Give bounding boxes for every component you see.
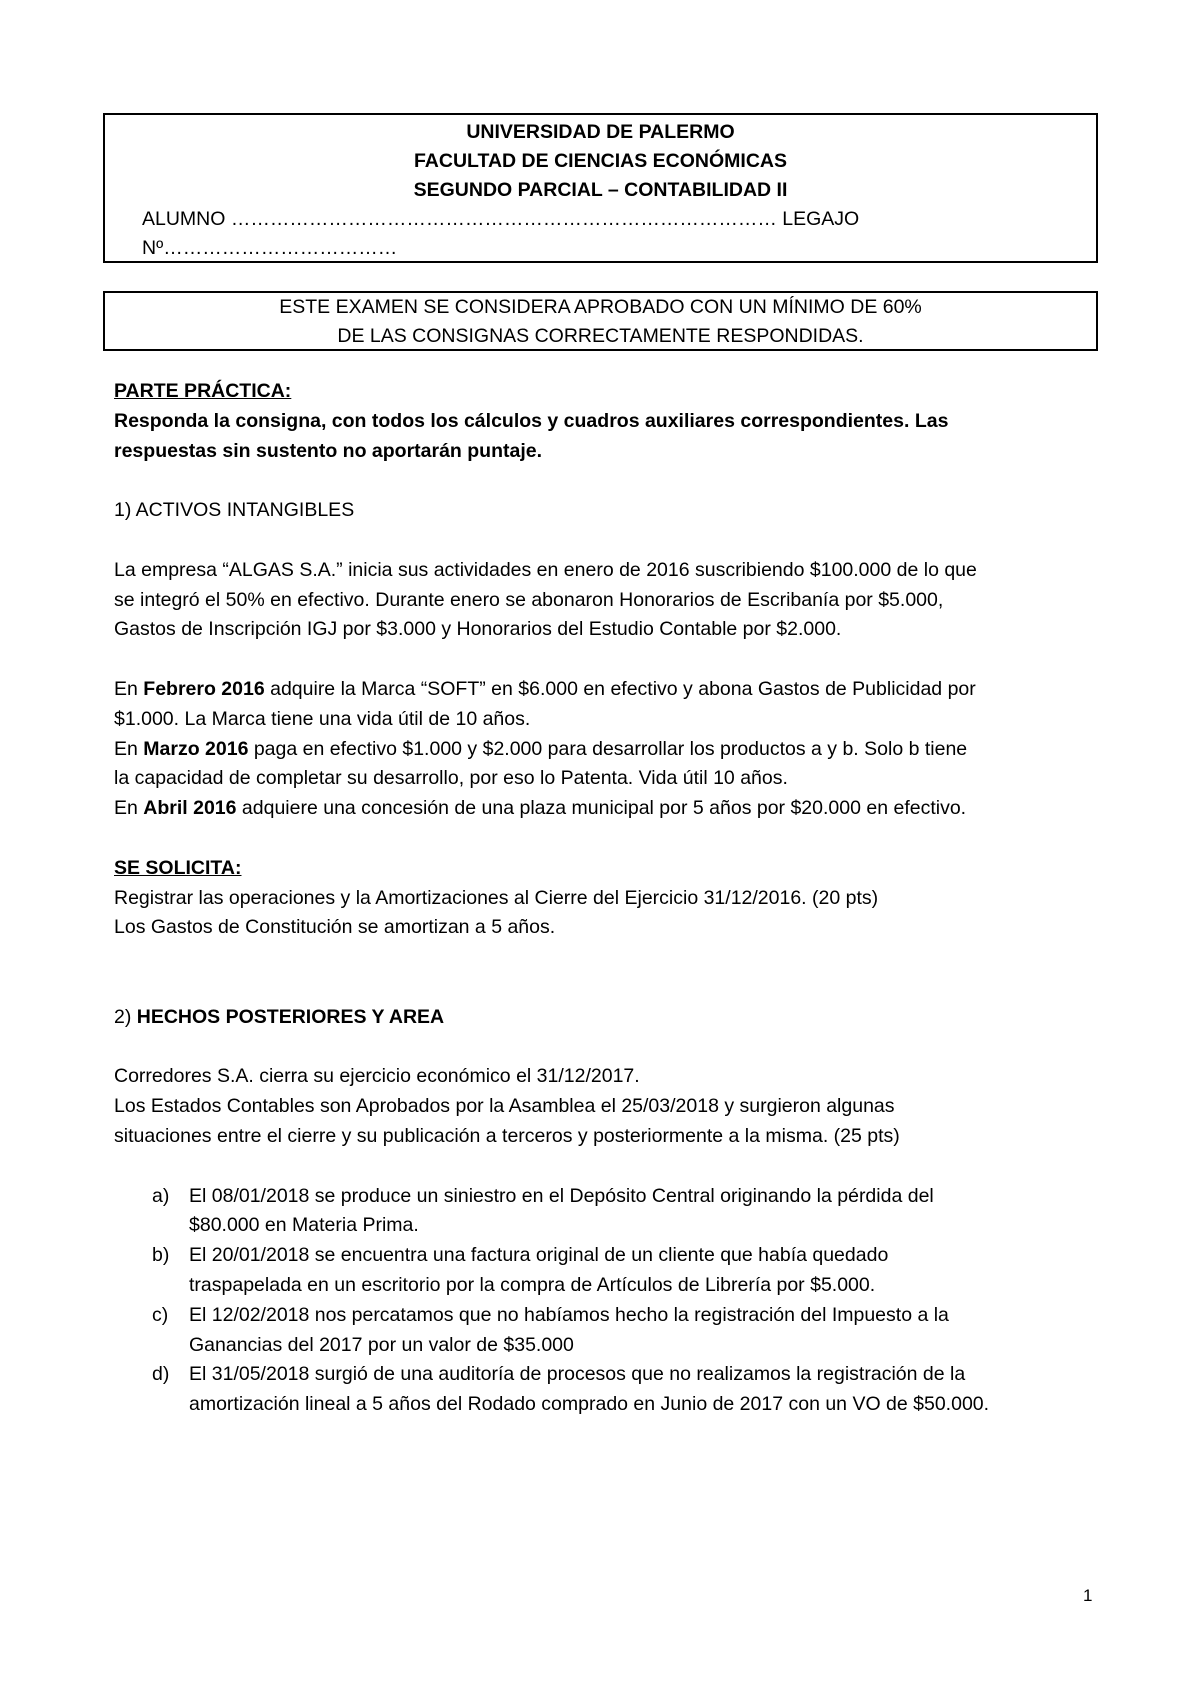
notice-line-1: ESTE EXAMEN SE CONSIDERA APROBADO CON UN MÍNIMO DE 60%: [279, 296, 922, 318]
q1-paragraph-line-1: La empresa “ALGAS S.A.” inicia sus actividades en enero de 2016 suscribiendo $100.000 de lo que: [114, 558, 977, 581]
practical-instruction-1: Responda la consigna, con todos los cálculos y cuadros auxiliares correspondientes. Las: [114, 409, 949, 432]
student-line: ALUMNO ………………………………………………………………………… LEGAJO Nº………………………………: [142, 208, 860, 259]
list-item: [114, 1360, 1104, 1420]
notice-line-2: DE LAS CONSIGNAS CORRECTAMENTE RESPONDIDAS.: [337, 325, 864, 347]
list-item-line-1: El 12/02/2018 nos percatamos que no habíamos hecho la registración del Impuesto a la: [189, 1303, 949, 1326]
q1-march-line-2: la capacidad de completar su desarrollo, por eso lo Patenta. Vida útil 10 años.: [114, 767, 788, 790]
q1-requirement-line-2: Los Gastos de Constitución se amortizan a 5 años.: [114, 916, 556, 939]
page-number: 1: [1083, 1586, 1093, 1605]
list-marker: c): [152, 1303, 169, 1326]
q1-requirement-line-1: Registrar las operaciones y la Amortizaciones al Cierre del Ejercicio 31/12/2016. (20 pts): [114, 886, 879, 909]
list-marker: a): [152, 1184, 170, 1207]
q1-april-line: En Abril 2016 adquiere una concesión de una plaza municipal por 5 años por $20.000 en efectivo.: [114, 797, 967, 820]
list-item-line-2: traspapelada en un escritorio por la compra de Artículos de Librería por $5.000.: [189, 1273, 876, 1296]
university-name: UNIVERSIDAD DE PALERMO: [466, 121, 735, 143]
q1-february-line: En Febrero 2016 adquire la Marca “SOFT” en $6.000 en efectivo y abona Gastos de Publicidad por: [114, 677, 976, 700]
list-item: [114, 1241, 1104, 1301]
list-marker: d): [152, 1363, 170, 1386]
q1-heading: 1) ACTIVOS INTANGIBLES: [114, 499, 355, 522]
list-item-line-2: $80.000 en Materia Prima.: [189, 1214, 419, 1237]
list-item-line-2: Ganancias del 2017 por un valor de $35.000: [189, 1333, 574, 1356]
q2-paragraph-2-line-1: Los Estados Contables son Aprobados por la Asamblea el 25/03/2018 y surgieron algunas: [114, 1095, 895, 1118]
list-item-line-1: El 20/01/2018 se encuentra una factura original de un cliente que había quedado: [189, 1244, 889, 1267]
notice-box: [103, 291, 1098, 351]
q1-march-line: En Marzo 2016 paga en efectivo $1.000 y $2.000 para desarrollar los productos a y b. Solo b tiene: [114, 737, 968, 760]
q2-items-list: [114, 1182, 1104, 1420]
exam-title: SEGUNDO PARCIAL – CONTABILIDAD II: [413, 179, 788, 201]
exam-content: [114, 377, 1104, 1420]
q1-paragraph-line-2: se integró el 50% en efectivo. Durante enero se abonaron Honorarios de Escribanía por $5.000,: [114, 588, 944, 611]
list-item-line-1: El 31/05/2018 surgió de una auditoría de procesos que no realizamos la registración de la: [189, 1363, 966, 1386]
q2-paragraph-1: Corredores S.A. cierra su ejercicio económico el 31/12/2017.: [114, 1065, 640, 1088]
q2-heading: 2) HECHOS POSTERIORES Y AREA: [114, 1005, 445, 1028]
list-item: [114, 1182, 1104, 1242]
list-item-line-1: El 08/01/2018 se produce un siniestro en el Depósito Central originando la pérdida del: [189, 1184, 934, 1207]
practical-instruction-2: respuestas sin sustento no aportarán puntaje.: [114, 439, 543, 462]
faculty-name: FACULTAD DE CIENCIAS ECONÓMICAS: [413, 150, 788, 172]
list-item: [114, 1301, 1104, 1361]
practical-title: PARTE PRÁCTICA:: [114, 380, 292, 402]
q2-paragraph-2-line-2: situaciones entre el cierre y su publicación a terceros y posteriormente a la misma. (25 pts): [114, 1124, 900, 1147]
list-marker: b): [152, 1244, 170, 1267]
list-item-line-2: amortización lineal a 5 años del Rodado comprado en Junio de 2017 con un VO de $50.000.: [189, 1393, 990, 1416]
q1-february-line-2: $1.000. La Marca tiene una vida útil de 10 años.: [114, 707, 531, 730]
header-box: [103, 113, 1098, 263]
q1-solicita-title: SE SOLICITA:: [114, 856, 242, 879]
q1-paragraph-line-3: Gastos de Inscripción IGJ por $3.000 y Honorarios del Estudio Contable por $2.000.: [114, 618, 842, 641]
